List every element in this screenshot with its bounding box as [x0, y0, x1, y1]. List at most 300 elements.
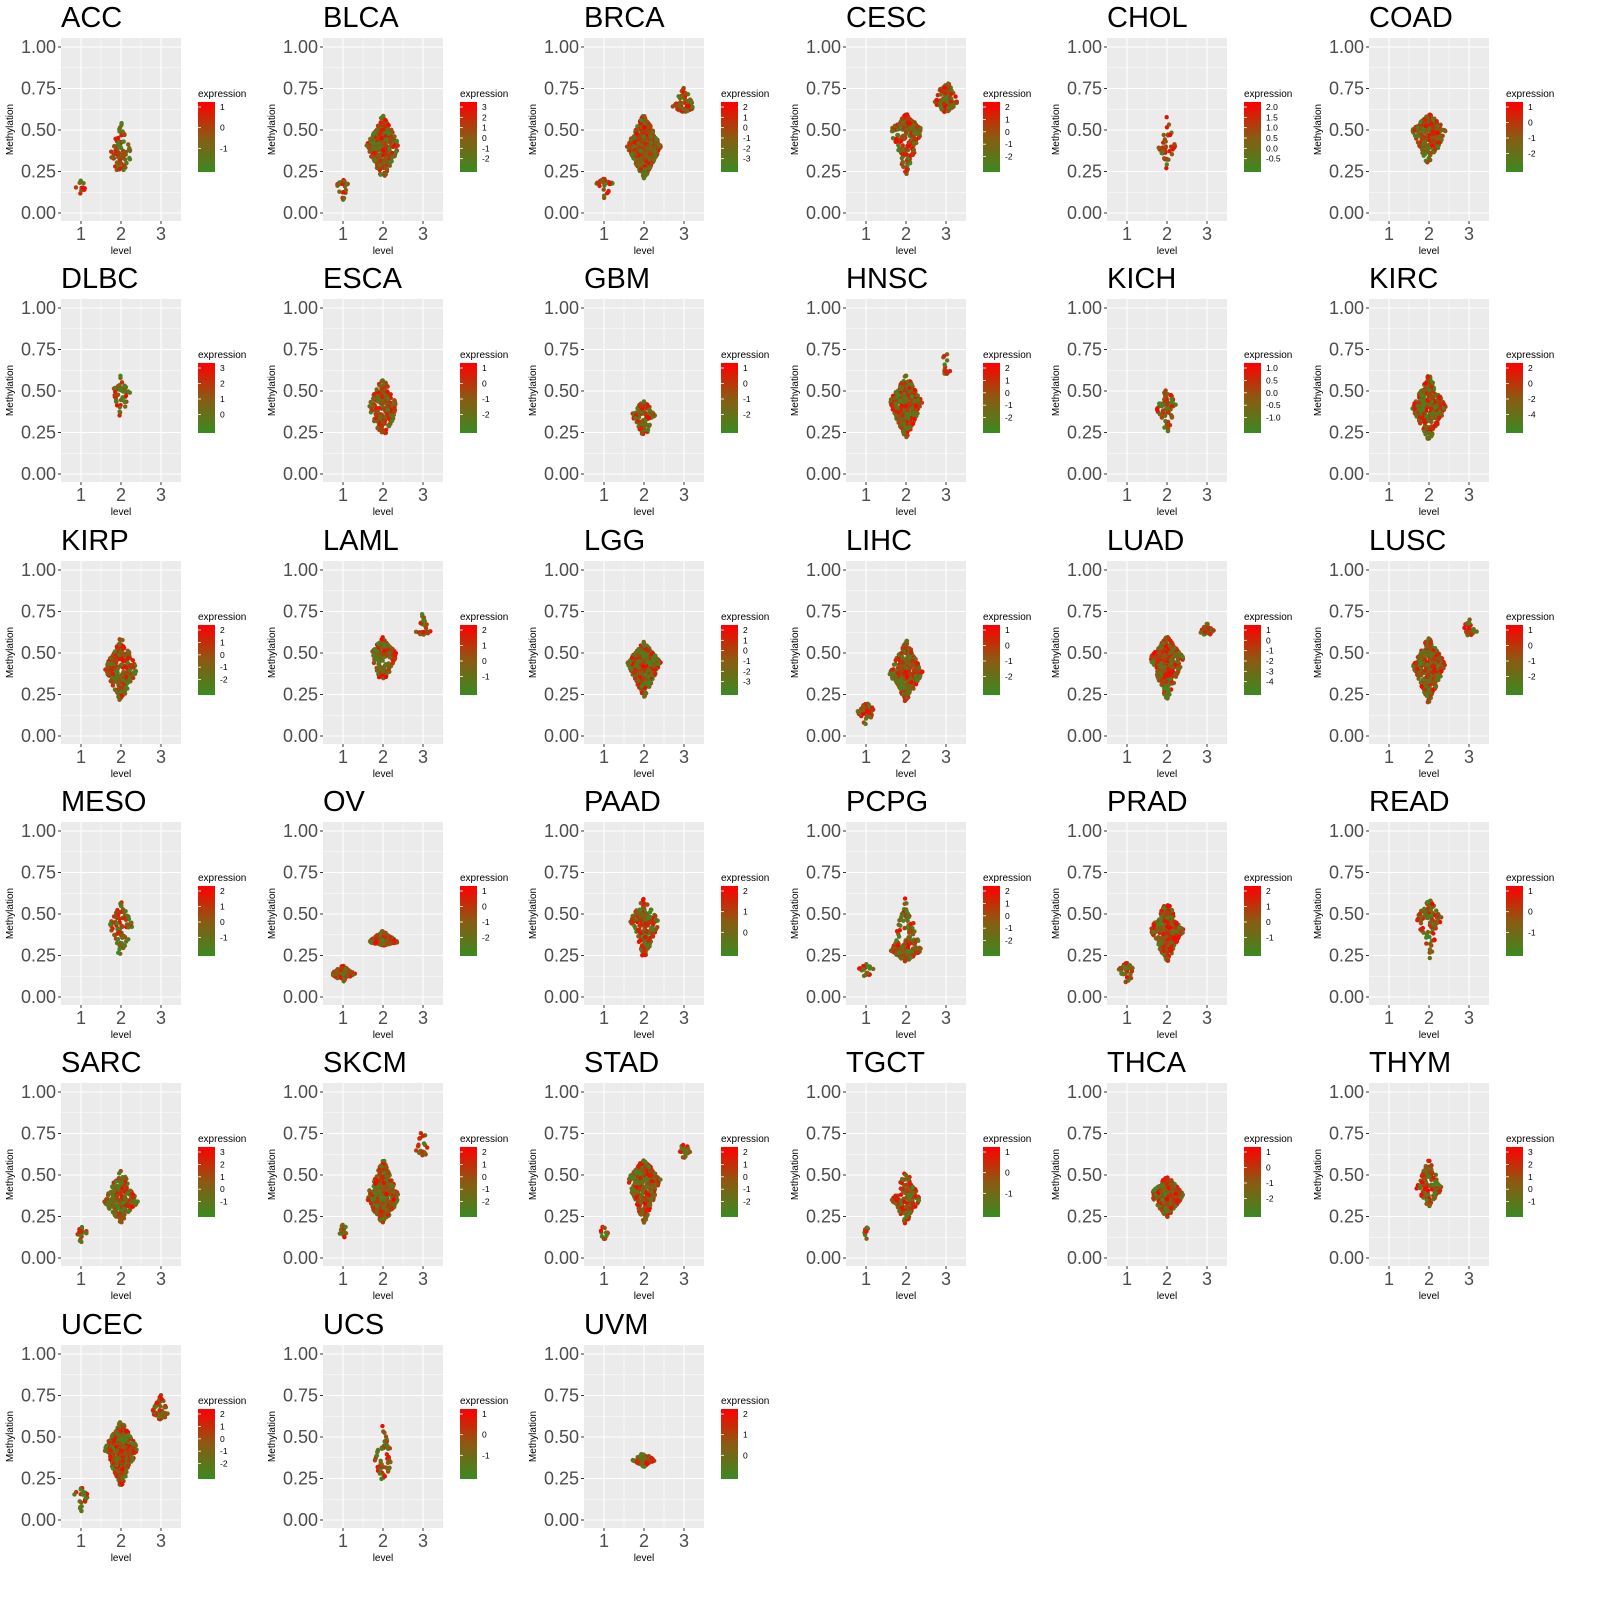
panel-svg: [0, 0, 268, 268]
legend-tick-label: 0: [743, 645, 748, 656]
data-point: [366, 146, 370, 150]
y-tick-label: 0.25: [805, 422, 841, 443]
data-point: [1167, 122, 1171, 126]
data-point: [118, 125, 122, 129]
y-tick-label: 0.50: [543, 381, 579, 402]
data-point: [383, 674, 387, 678]
legend-tick-label: 1: [481, 122, 487, 133]
data-point: [379, 142, 383, 146]
data-point: [938, 92, 942, 96]
data-point: [909, 650, 913, 654]
data-point: [899, 666, 903, 670]
data-point: [117, 687, 121, 691]
data-point: [377, 659, 381, 663]
y-tick-label: 0.00: [20, 203, 56, 223]
panel-title: BLCA: [322, 2, 399, 34]
y-tick-label: 0.75: [1328, 339, 1364, 360]
data-point: [653, 667, 657, 671]
legend-tick-label: 0: [481, 133, 487, 143]
data-point: [904, 112, 908, 116]
x-tick-label: 2: [1161, 746, 1173, 767]
data-point: [126, 648, 130, 652]
y-tick-label: 0.50: [282, 120, 318, 140]
data-point: [647, 667, 651, 671]
panel-svg: [262, 523, 530, 791]
y-tick-label: 0.25: [1066, 161, 1102, 182]
data-point: [117, 150, 121, 154]
data-point: [1429, 420, 1433, 424]
data-point: [632, 157, 636, 161]
data-point: [123, 405, 127, 409]
data-point: [650, 147, 654, 151]
legend-tick-label: -1: [220, 143, 228, 154]
data-point: [392, 410, 396, 414]
data-point: [1162, 426, 1166, 430]
legend-title: expression: [982, 350, 1031, 362]
legend-tick-label: 2: [220, 378, 225, 389]
data-point: [642, 156, 646, 160]
data-point: [423, 626, 427, 630]
legend-tick-label: 2: [1004, 363, 1010, 374]
x-tick-label: 1: [860, 746, 871, 767]
data-point: [684, 91, 688, 95]
data-point: [1164, 139, 1168, 143]
data-point: [905, 120, 909, 124]
data-point: [1166, 158, 1170, 162]
x-tick-label: 3: [417, 224, 428, 244]
y-tick-label: 0.75: [20, 601, 56, 622]
y-tick-label: 0.50: [20, 120, 56, 140]
data-point: [377, 653, 381, 657]
legend-title: expression: [198, 350, 247, 362]
panel-title: CHOL: [1107, 2, 1188, 34]
data-point: [1155, 408, 1159, 412]
y-tick-label: 0.25: [20, 422, 56, 443]
y-axis-label: Methylation: [789, 365, 801, 417]
x-tick-label: 2: [1161, 485, 1173, 506]
x-axis-label: level: [895, 768, 916, 780]
data-point: [939, 107, 943, 111]
data-point: [949, 103, 953, 107]
legend-colorbar: [983, 363, 1000, 433]
panel-brca: [523, 0, 791, 268]
data-point: [911, 148, 915, 152]
data-point: [1425, 160, 1429, 164]
x-tick-label: 1: [1121, 224, 1133, 244]
y-axis-label: Methylation: [266, 103, 278, 156]
y-tick-label: 0.75: [282, 78, 318, 99]
x-tick-label: 3: [417, 485, 428, 506]
y-axis-label: Methylation: [1051, 365, 1062, 417]
y-tick-label: 0.50: [282, 381, 318, 402]
y-tick-label: 0.75: [1066, 78, 1102, 99]
data-point: [636, 659, 640, 663]
x-tick-label: 1: [1121, 746, 1133, 767]
data-point: [916, 398, 920, 402]
data-point: [601, 187, 605, 191]
data-point: [382, 642, 386, 646]
data-point: [645, 648, 649, 652]
x-tick-label: 3: [940, 485, 951, 506]
data-point: [81, 185, 85, 189]
y-tick-label: 0.50: [1066, 642, 1102, 663]
x-tick-label: 2: [900, 224, 911, 244]
y-tick-label: 0.00: [543, 203, 579, 223]
legend-tick-label: 1: [1527, 102, 1533, 112]
data-point: [902, 425, 906, 429]
y-tick-label: 0.00: [282, 203, 318, 223]
legend-title: expression: [721, 611, 770, 623]
data-point: [118, 374, 122, 378]
data-point: [117, 414, 121, 418]
data-point: [904, 692, 908, 696]
data-point: [940, 88, 944, 92]
data-point: [386, 424, 390, 428]
x-tick-label: 3: [417, 746, 428, 767]
y-tick-label: 1.00: [543, 37, 579, 57]
data-point: [379, 429, 383, 433]
panel-svg: [1046, 261, 1314, 529]
data-point: [369, 154, 373, 158]
data-point: [942, 363, 946, 367]
legend-tick-label: 0: [743, 378, 748, 389]
panel-svg: [785, 0, 1053, 268]
panel-svg: [1046, 0, 1314, 268]
legend-title: expression: [721, 350, 770, 362]
data-point: [1168, 133, 1172, 137]
y-axis-label: Methylation: [789, 626, 801, 678]
y-tick-label: 0.75: [282, 601, 318, 622]
data-point: [898, 409, 902, 413]
y-tick-label: 1.00: [1328, 37, 1364, 57]
y-tick-label: 1.00: [282, 559, 318, 580]
data-point: [1429, 135, 1433, 139]
data-point: [385, 408, 389, 412]
data-point: [343, 188, 347, 192]
legend-colorbar: [198, 625, 215, 695]
panel-svg: [262, 0, 530, 268]
panel-lihc: [785, 523, 1053, 791]
data-point: [647, 681, 651, 685]
data-point: [375, 153, 379, 157]
legend-tick-label: 1: [1004, 114, 1010, 125]
legend-tick-label: 0: [743, 122, 748, 133]
data-point: [907, 670, 911, 674]
data-point: [637, 665, 641, 669]
x-axis-label: level: [1156, 768, 1178, 780]
data-point: [917, 405, 921, 409]
x-tick-label: 1: [598, 485, 610, 506]
data-point: [900, 414, 904, 418]
data-point: [646, 428, 650, 432]
y-axis-label: Methylation: [1312, 103, 1324, 156]
legend-title: expression: [459, 89, 508, 100]
data-point: [645, 415, 649, 419]
x-axis-label: level: [110, 246, 132, 257]
y-tick-label: 0.00: [1066, 464, 1102, 485]
data-point: [675, 107, 679, 111]
data-point: [389, 155, 393, 159]
data-point: [641, 664, 645, 668]
panel-svg: [785, 523, 1053, 791]
data-point: [121, 151, 125, 155]
x-tick-label: 2: [1161, 224, 1173, 244]
y-tick-label: 1.00: [20, 559, 56, 580]
data-point: [1438, 404, 1442, 408]
x-axis-label: level: [1156, 507, 1178, 519]
y-tick-label: 1.00: [805, 298, 841, 319]
data-point: [1159, 151, 1163, 155]
data-point: [642, 125, 646, 129]
data-point: [394, 139, 398, 143]
y-tick-label: 0.25: [20, 161, 56, 182]
data-point: [382, 665, 386, 669]
data-point: [645, 139, 649, 143]
x-axis-label: level: [895, 507, 916, 519]
data-point: [372, 647, 376, 651]
data-point: [628, 145, 632, 149]
data-point: [635, 419, 639, 423]
color-legend: [460, 612, 508, 695]
panel-title: GBM: [584, 263, 651, 296]
y-tick-label: 0.25: [543, 684, 579, 705]
data-point: [602, 194, 606, 198]
data-point: [1161, 403, 1165, 407]
data-point: [125, 681, 129, 685]
data-point: [1416, 401, 1420, 405]
color-legend: [1506, 89, 1554, 172]
data-point: [903, 152, 907, 156]
data-point: [689, 100, 693, 104]
data-point: [128, 671, 132, 675]
y-tick-label: 0.00: [1328, 203, 1364, 223]
legend-title: expression: [1244, 350, 1293, 362]
data-point: [385, 390, 389, 394]
data-point: [109, 678, 113, 682]
data-point: [645, 144, 649, 148]
legend-colorbar: [460, 625, 477, 695]
data-point: [894, 138, 898, 142]
x-tick-label: 3: [155, 746, 167, 767]
legend-colorbar: [1506, 102, 1523, 172]
color-legend: [983, 350, 1031, 433]
legend-title: expression: [1505, 350, 1554, 362]
legend-tick-label: -1: [1004, 139, 1013, 150]
data-point: [911, 123, 915, 127]
data-point: [893, 658, 897, 662]
data-point: [893, 662, 897, 666]
legend-tick-label: -2: [743, 143, 751, 154]
y-tick-label: 0.50: [1328, 120, 1364, 140]
legend-tick-label: 2: [481, 624, 487, 635]
data-point: [1162, 133, 1166, 137]
data-point: [118, 388, 122, 392]
data-point: [1415, 140, 1419, 144]
panel-kich: [1046, 261, 1314, 529]
legend-colorbar: [721, 625, 738, 695]
data-point: [861, 708, 865, 712]
y-tick-label: 0.75: [1066, 601, 1102, 622]
data-point: [1419, 394, 1423, 398]
y-tick-label: 0.50: [543, 120, 579, 140]
legend-tick-label: 1.0: [1266, 363, 1278, 374]
data-point: [642, 176, 646, 180]
legend-tick-label: 1: [743, 112, 748, 123]
data-point: [372, 158, 376, 162]
data-point: [120, 651, 124, 655]
legend-colorbar: [1506, 363, 1523, 433]
y-tick-label: 0.75: [20, 339, 56, 360]
data-point: [1440, 134, 1444, 138]
data-point: [371, 140, 375, 144]
legend-tick-label: 0: [1004, 126, 1010, 137]
legend-tick-label: -3: [743, 676, 751, 687]
x-tick-label: 3: [940, 746, 951, 767]
legend-tick-label: 0: [220, 409, 225, 420]
data-point: [378, 173, 382, 177]
data-point: [649, 141, 653, 145]
data-point: [686, 104, 690, 108]
panel-coad: [1308, 0, 1576, 268]
data-point: [902, 642, 906, 646]
data-point: [126, 142, 130, 146]
x-tick-label: 3: [1201, 224, 1213, 244]
panel-kirp: [0, 523, 268, 791]
y-tick-label: 0.25: [543, 161, 579, 182]
data-point: [121, 646, 125, 650]
legend-title: expression: [721, 89, 770, 100]
y-axis-label: Methylation: [1051, 626, 1062, 678]
legend-tick-label: 2: [743, 624, 748, 635]
data-point: [1164, 115, 1168, 119]
data-point: [371, 653, 375, 657]
data-point: [639, 650, 643, 654]
legend-tick-label: -2: [1527, 148, 1536, 159]
data-point: [954, 100, 958, 104]
data-point: [948, 92, 952, 96]
data-point: [1172, 142, 1176, 146]
data-point: [123, 691, 127, 695]
legend-tick-label: 1: [220, 394, 225, 405]
data-point: [638, 404, 642, 408]
data-point: [944, 358, 948, 362]
data-point: [373, 147, 377, 151]
panel-title: KIRC: [1368, 263, 1438, 296]
legend-tick-label: 0: [481, 378, 487, 389]
legend-colorbar: [198, 102, 215, 172]
legend-tick-label: -1: [743, 394, 751, 405]
y-tick-label: 1.00: [1066, 559, 1102, 580]
data-point: [641, 675, 645, 679]
data-point: [393, 652, 397, 656]
data-point: [899, 116, 903, 120]
data-point: [869, 705, 873, 709]
data-point: [917, 131, 921, 135]
x-tick-label: 2: [638, 485, 650, 506]
legend-tick-label: 0: [1527, 117, 1533, 128]
data-point: [119, 662, 123, 666]
data-point: [123, 384, 127, 388]
legend-tick-label: 1: [1004, 375, 1010, 386]
y-tick-label: 0.50: [543, 642, 579, 663]
legend-tick-label: 0: [220, 649, 225, 660]
data-point: [901, 400, 905, 404]
data-point: [1170, 415, 1174, 419]
data-point: [642, 135, 646, 139]
y-tick-label: 1.00: [282, 37, 318, 57]
x-axis-label: level: [633, 246, 655, 257]
data-point: [119, 398, 123, 402]
legend-tick-label: -2: [1527, 394, 1536, 405]
panel-title: COAD: [1368, 2, 1453, 34]
data-point: [1169, 393, 1173, 397]
data-point: [1422, 421, 1426, 425]
data-point: [119, 146, 123, 150]
panel-title: LGG: [584, 524, 646, 557]
data-point: [121, 390, 125, 394]
data-point: [116, 694, 120, 698]
panel-chol: [1046, 0, 1314, 268]
data-point: [911, 131, 915, 135]
panel-title: LUAD: [1107, 524, 1185, 557]
panel-title: KIRP: [61, 524, 129, 557]
panel-luad: [1046, 523, 1314, 791]
data-point: [637, 163, 641, 167]
y-tick-label: 0.00: [805, 203, 841, 223]
legend-tick-label: 0.0: [1266, 388, 1278, 399]
y-tick-label: 0.25: [282, 161, 318, 182]
data-point: [116, 666, 120, 670]
data-point: [369, 407, 373, 411]
y-tick-label: 0.50: [282, 642, 318, 663]
data-point: [909, 680, 913, 684]
data-point: [636, 141, 640, 145]
panel-title: ACC: [61, 2, 123, 34]
data-point: [628, 660, 632, 664]
data-point: [651, 659, 655, 663]
data-point: [643, 167, 647, 171]
data-point: [630, 655, 634, 659]
y-tick-label: 0.25: [1066, 422, 1102, 443]
color-legend: [1244, 350, 1292, 433]
data-point: [600, 179, 604, 183]
color-legend: [1244, 89, 1292, 172]
color-legend: [460, 89, 508, 172]
data-point: [115, 403, 119, 407]
data-point: [642, 692, 646, 696]
data-point: [1428, 427, 1432, 431]
legend-tick-label: -2: [743, 665, 751, 676]
data-point: [420, 618, 424, 622]
y-tick-label: 1.00: [1328, 298, 1364, 319]
legend-tick-label: 1: [481, 363, 487, 374]
data-point: [388, 160, 392, 164]
data-point: [635, 148, 639, 152]
y-tick-label: 1.00: [1066, 37, 1102, 57]
legend-tick-label: 3: [481, 102, 487, 112]
data-point: [1431, 412, 1435, 416]
color-legend: [1506, 350, 1554, 433]
data-point: [1165, 162, 1169, 166]
legend-tick-label: -2: [1004, 412, 1013, 423]
data-point: [387, 644, 391, 648]
data-point: [1427, 388, 1431, 392]
legend-title: expression: [198, 611, 247, 623]
data-point: [382, 173, 386, 177]
x-tick-label: 1: [598, 746, 610, 767]
y-tick-label: 0.00: [20, 464, 56, 485]
data-point: [388, 137, 392, 141]
